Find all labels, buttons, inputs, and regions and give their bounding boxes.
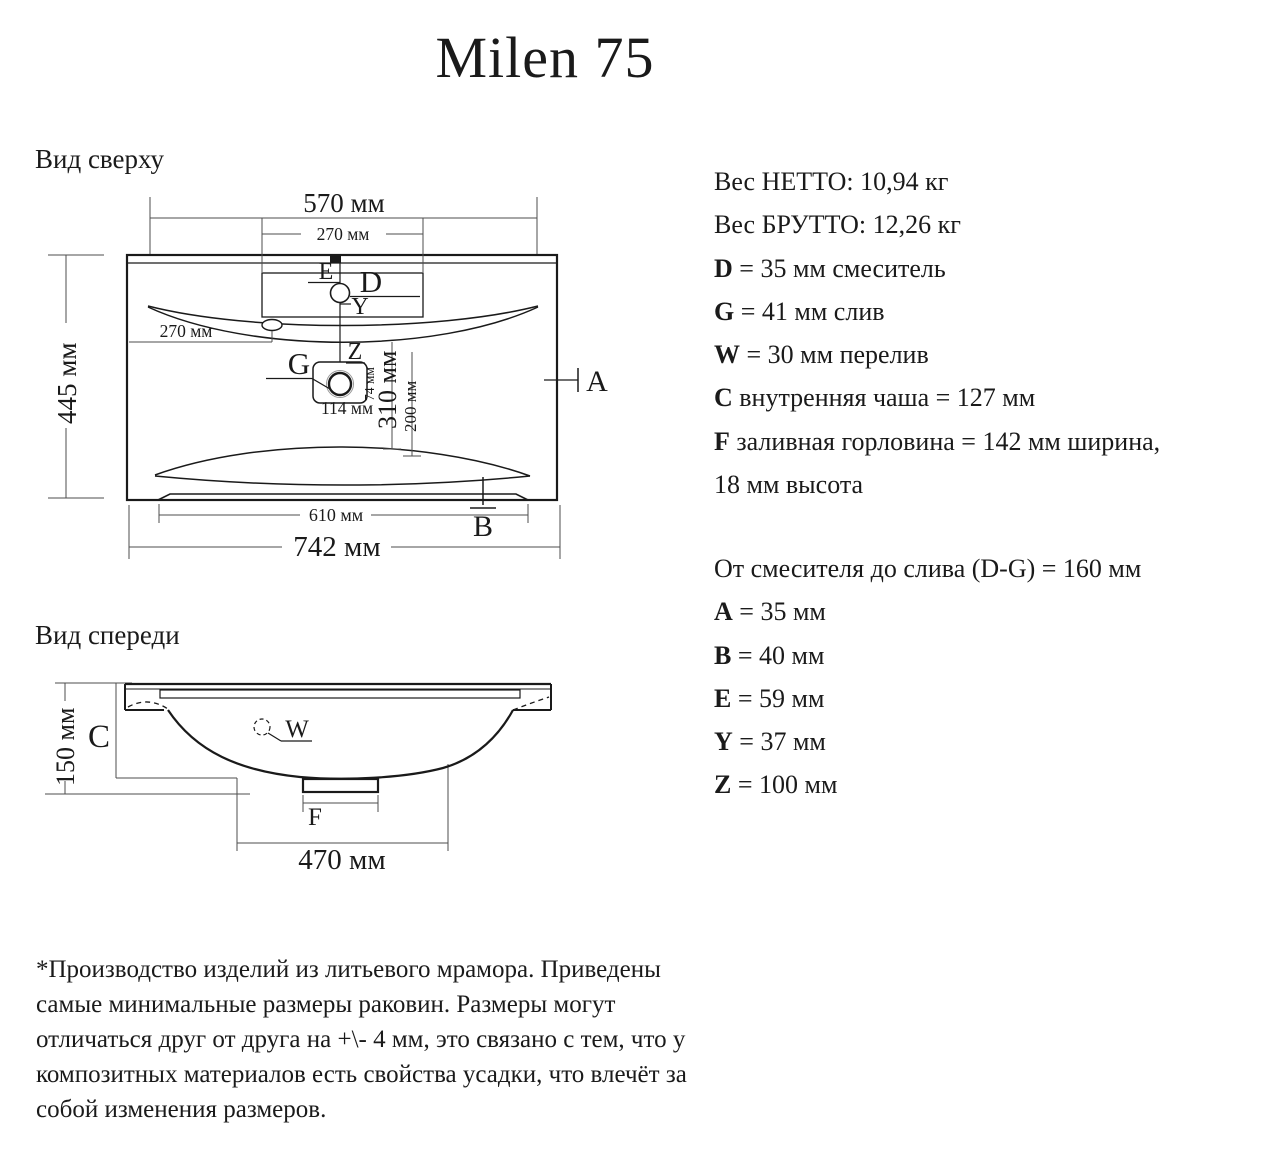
dim-742-label: 742 мм bbox=[293, 531, 381, 563]
spec-rest-f2: 18 мм высота bbox=[714, 470, 864, 500]
specs-block-2 bbox=[714, 547, 1274, 807]
dim-114-label: 114 мм bbox=[320, 398, 374, 418]
spec-line-b bbox=[714, 634, 1274, 677]
spec-rest-y: = 37 мм bbox=[732, 727, 826, 757]
dim-310-label: 310 мм bbox=[373, 350, 402, 429]
overflow-hole-front bbox=[254, 719, 270, 735]
spec-line-z bbox=[714, 763, 1274, 806]
dim-74-label: 74 мм bbox=[362, 367, 377, 401]
hidden-rim-left bbox=[128, 702, 168, 709]
spec-key-a: A bbox=[714, 597, 733, 627]
spec-key-f: F bbox=[714, 426, 730, 456]
marker-g-label: G bbox=[287, 346, 311, 381]
spec-key-y: Y bbox=[714, 727, 733, 757]
hidden-rim-right bbox=[513, 697, 549, 710]
marker-w-label: W bbox=[285, 716, 309, 743]
spec-rest-f: заливная горловина = 142 мм ширина, bbox=[729, 426, 1161, 456]
footnote-line-3: отличаться друг от друга на +\- 4 мм, это связано с тем, что у bbox=[36, 1026, 686, 1053]
dim-470-label: 470 мм bbox=[298, 844, 386, 876]
front-view-sink-profile bbox=[125, 684, 551, 792]
spec-line-d bbox=[714, 247, 1274, 290]
front-view-drawing bbox=[0, 650, 680, 890]
marker-b-label: B bbox=[472, 510, 494, 543]
top-view-label: Вид сверху bbox=[35, 144, 164, 174]
dim-445-label: 445 мм bbox=[52, 342, 82, 424]
spec-line-f2 bbox=[714, 463, 1274, 506]
page-title: Milen 75 bbox=[435, 25, 655, 90]
footnote-line-5: собой изменения размеров. bbox=[36, 1096, 327, 1123]
spec-line-f bbox=[714, 420, 1274, 463]
spec-rest-z: = 100 мм bbox=[731, 770, 838, 800]
spec-line-g bbox=[714, 290, 1274, 333]
bowl-curve bbox=[168, 710, 513, 779]
footnote bbox=[36, 952, 796, 1127]
spec-line-e bbox=[714, 677, 1274, 720]
spec-rest-g: = 41 мм слив bbox=[734, 296, 885, 326]
footnote-line-1: *Производство изделий из литьевого мрамора. Приведены bbox=[36, 956, 661, 983]
spec-rest-d: = 35 мм смеситель bbox=[732, 253, 946, 283]
marker-z-label: Z bbox=[347, 339, 363, 365]
dim-270-top-label: 270 мм bbox=[316, 224, 370, 244]
spec-line-a bbox=[714, 590, 1274, 633]
faucet-hole bbox=[331, 284, 350, 303]
overflow-leader bbox=[268, 733, 281, 741]
dim-200-label: 200 мм bbox=[401, 380, 420, 432]
spec-rest-a: = 35 мм bbox=[732, 597, 826, 627]
spec-weight-gross: Вес БРУТТО: 12,26 кг bbox=[714, 210, 961, 240]
spec-rest-c: внутренняя чаша = 127 мм bbox=[732, 383, 1036, 413]
drain-ledge bbox=[303, 779, 378, 792]
spec-line-y bbox=[714, 720, 1274, 763]
spec-rest-b: = 40 мм bbox=[731, 640, 825, 670]
spec-dg-distance: От смесителя до слива (D-G) = 160 мм bbox=[714, 554, 1142, 583]
spec-key-z: Z bbox=[714, 770, 732, 800]
spec-key-d: D bbox=[714, 253, 733, 283]
spec-weight-net: Вес НЕТТО: 10,94 кг bbox=[714, 167, 949, 196]
drain-hole-group bbox=[313, 362, 367, 403]
footnote-line-2: самые минимальные размеры раковин. Размеры могут bbox=[36, 991, 616, 1018]
spec-line-w bbox=[714, 333, 1274, 376]
front-view-label: Вид спереди bbox=[35, 620, 180, 650]
footnote-line-4: композитных материалов есть свойства усадки, что влечёт за bbox=[36, 1061, 687, 1088]
marker-y-label: Y bbox=[351, 294, 369, 320]
dim-270-left-label: 270 мм bbox=[159, 321, 213, 341]
deck-groove bbox=[160, 690, 520, 698]
drain-hole bbox=[329, 373, 351, 395]
marker-d-label: D bbox=[359, 264, 383, 299]
marker-a-label: A bbox=[586, 365, 608, 398]
marker-e-label: E bbox=[318, 259, 334, 285]
overflow-hole-top bbox=[262, 320, 282, 331]
spec-rest-e: = 59 мм bbox=[731, 683, 825, 713]
top-view-drawing bbox=[0, 185, 680, 585]
marker-c-label: C bbox=[87, 719, 111, 755]
spec-line-c bbox=[714, 376, 1274, 419]
spec-key-e: E bbox=[714, 683, 732, 713]
spec-key-g: G bbox=[714, 296, 735, 326]
specs-block-1 bbox=[714, 160, 1274, 506]
spec-key-w: W bbox=[714, 340, 740, 370]
spec-key-c: C bbox=[714, 383, 733, 413]
dim-570-label: 570 мм bbox=[303, 188, 385, 218]
spec-key-b: B bbox=[714, 640, 732, 670]
marker-f-label: F bbox=[308, 804, 322, 831]
spec-rest-w: = 30 мм перелив bbox=[740, 340, 929, 370]
dim-610-label: 610 мм bbox=[308, 505, 364, 525]
dim-150-label: 150 мм bbox=[51, 707, 80, 786]
